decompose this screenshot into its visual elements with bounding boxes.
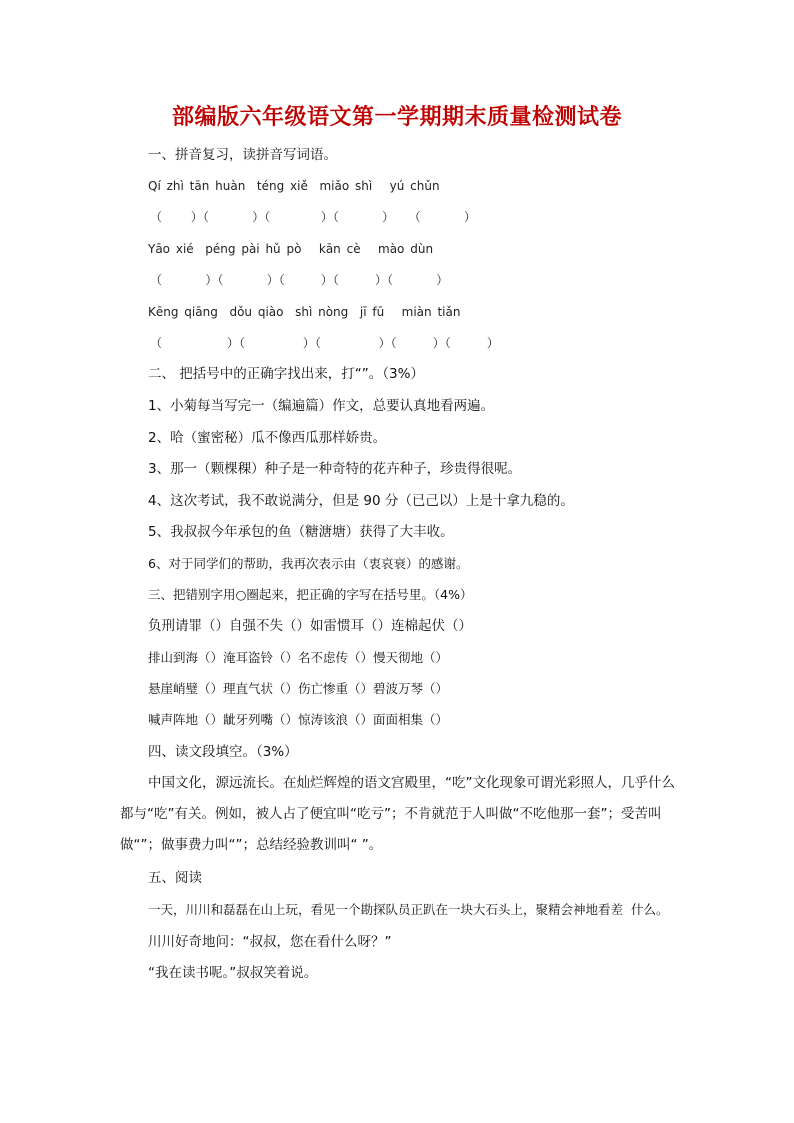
blank-row-2: （ ）（ ）（ ）（ ）（ ） bbox=[150, 273, 449, 287]
section5-line-3: “我在读书呢。”叔叔笑着说。 bbox=[148, 965, 318, 981]
pinyin-row-3: Kēng qiāng dǒu qiào shì nòng jī fū miàn tiǎn bbox=[148, 305, 461, 319]
section2-item-3: 3、那一（颗棵稞）种子是一种奇特的花卉种子，珍贵得很呢。 bbox=[148, 461, 522, 477]
section5-line-1: 一天，川川和磊磊在山上玩，看见一个勘探队员正趴在一块大石头上，聚精会神地看差 什么。 bbox=[148, 902, 669, 917]
pinyin-row-2: Yāo xié péng pài hǔ pò kān cè mào dùn bbox=[148, 242, 434, 256]
section4-paragraph: 中国文化，源远流长。在灿烂辉煌的语文宫殿里，“吃”文化现象可谓光彩照人，几乎什么都与“吃”有关。例如，被人占了便宜叫“吃亏”；不肯就范于人叫做“不吃他那一套”；受苦叫做“”；做事费力叫“”；总结经验教训叫“ ”。 bbox=[120, 775, 675, 853]
section2-item-1: 1、小菊每当写完一（编遍篇）作文，总要认真地看两遍。 bbox=[148, 398, 495, 414]
section2-item-2: 2、哈（蜜密秘）瓜不像西瓜那样娇贵。 bbox=[148, 430, 387, 446]
section1-heading: 一、拼音复习，读拼音写词语。 bbox=[148, 147, 337, 163]
section3-heading: 三、把错别字用○圈起来，把正确的字写在括号里。（4%） bbox=[148, 587, 473, 602]
section3-row-1: 负刑请罪（）自强不失（）如雷惯耳（）连棉起伏（） bbox=[148, 618, 472, 634]
section5-heading: 五、阅读 bbox=[148, 870, 202, 886]
section3-row-4: 喊声阵地（）龇牙列嘴（）惊涛该浪（）面面相集（） bbox=[148, 712, 449, 727]
section3-row-2: 排山到海（）淹耳盗铃（）名不虑传（）慢天彻地（） bbox=[148, 650, 449, 665]
section2-item-4: 4、这次考试，我不敢说满分，但是 90 分（已己以）上是十拿九稳的。 bbox=[148, 493, 574, 509]
section3-row-3: 悬崖峭璧（）理直气状（）伤亡惨重（）碧波万琴（） bbox=[148, 681, 449, 696]
section5-line-2: 川川好奇地问：“叔叔，您在看什么呀？” bbox=[148, 934, 392, 950]
section2-item-6: 6、对于同学们的帮助，我再次表示由（衷哀衰）的感谢。 bbox=[148, 556, 469, 571]
section2-heading: 二、 把括号中的正确字找出来，打“”。（3%） bbox=[148, 366, 424, 382]
section2-item-5: 5、我叔叔今年承包的鱼（糖溏塘）获得了大丰收。 bbox=[148, 524, 454, 540]
section4-heading: 四、读文段填空。（3%） bbox=[148, 744, 298, 760]
blank-row-3: （ ）（ ）（ ）（ ）（ ） bbox=[150, 336, 499, 350]
page-title: 部编版六年级语文第一学期期末质量检测试卷 bbox=[171, 104, 622, 130]
pinyin-row-1: Qí zhì tān huàn téng xiě miǎo shì yú chǔn bbox=[148, 179, 440, 193]
blank-row-1: （ ）（ ）（ ）（ ） （ ） bbox=[150, 210, 476, 224]
